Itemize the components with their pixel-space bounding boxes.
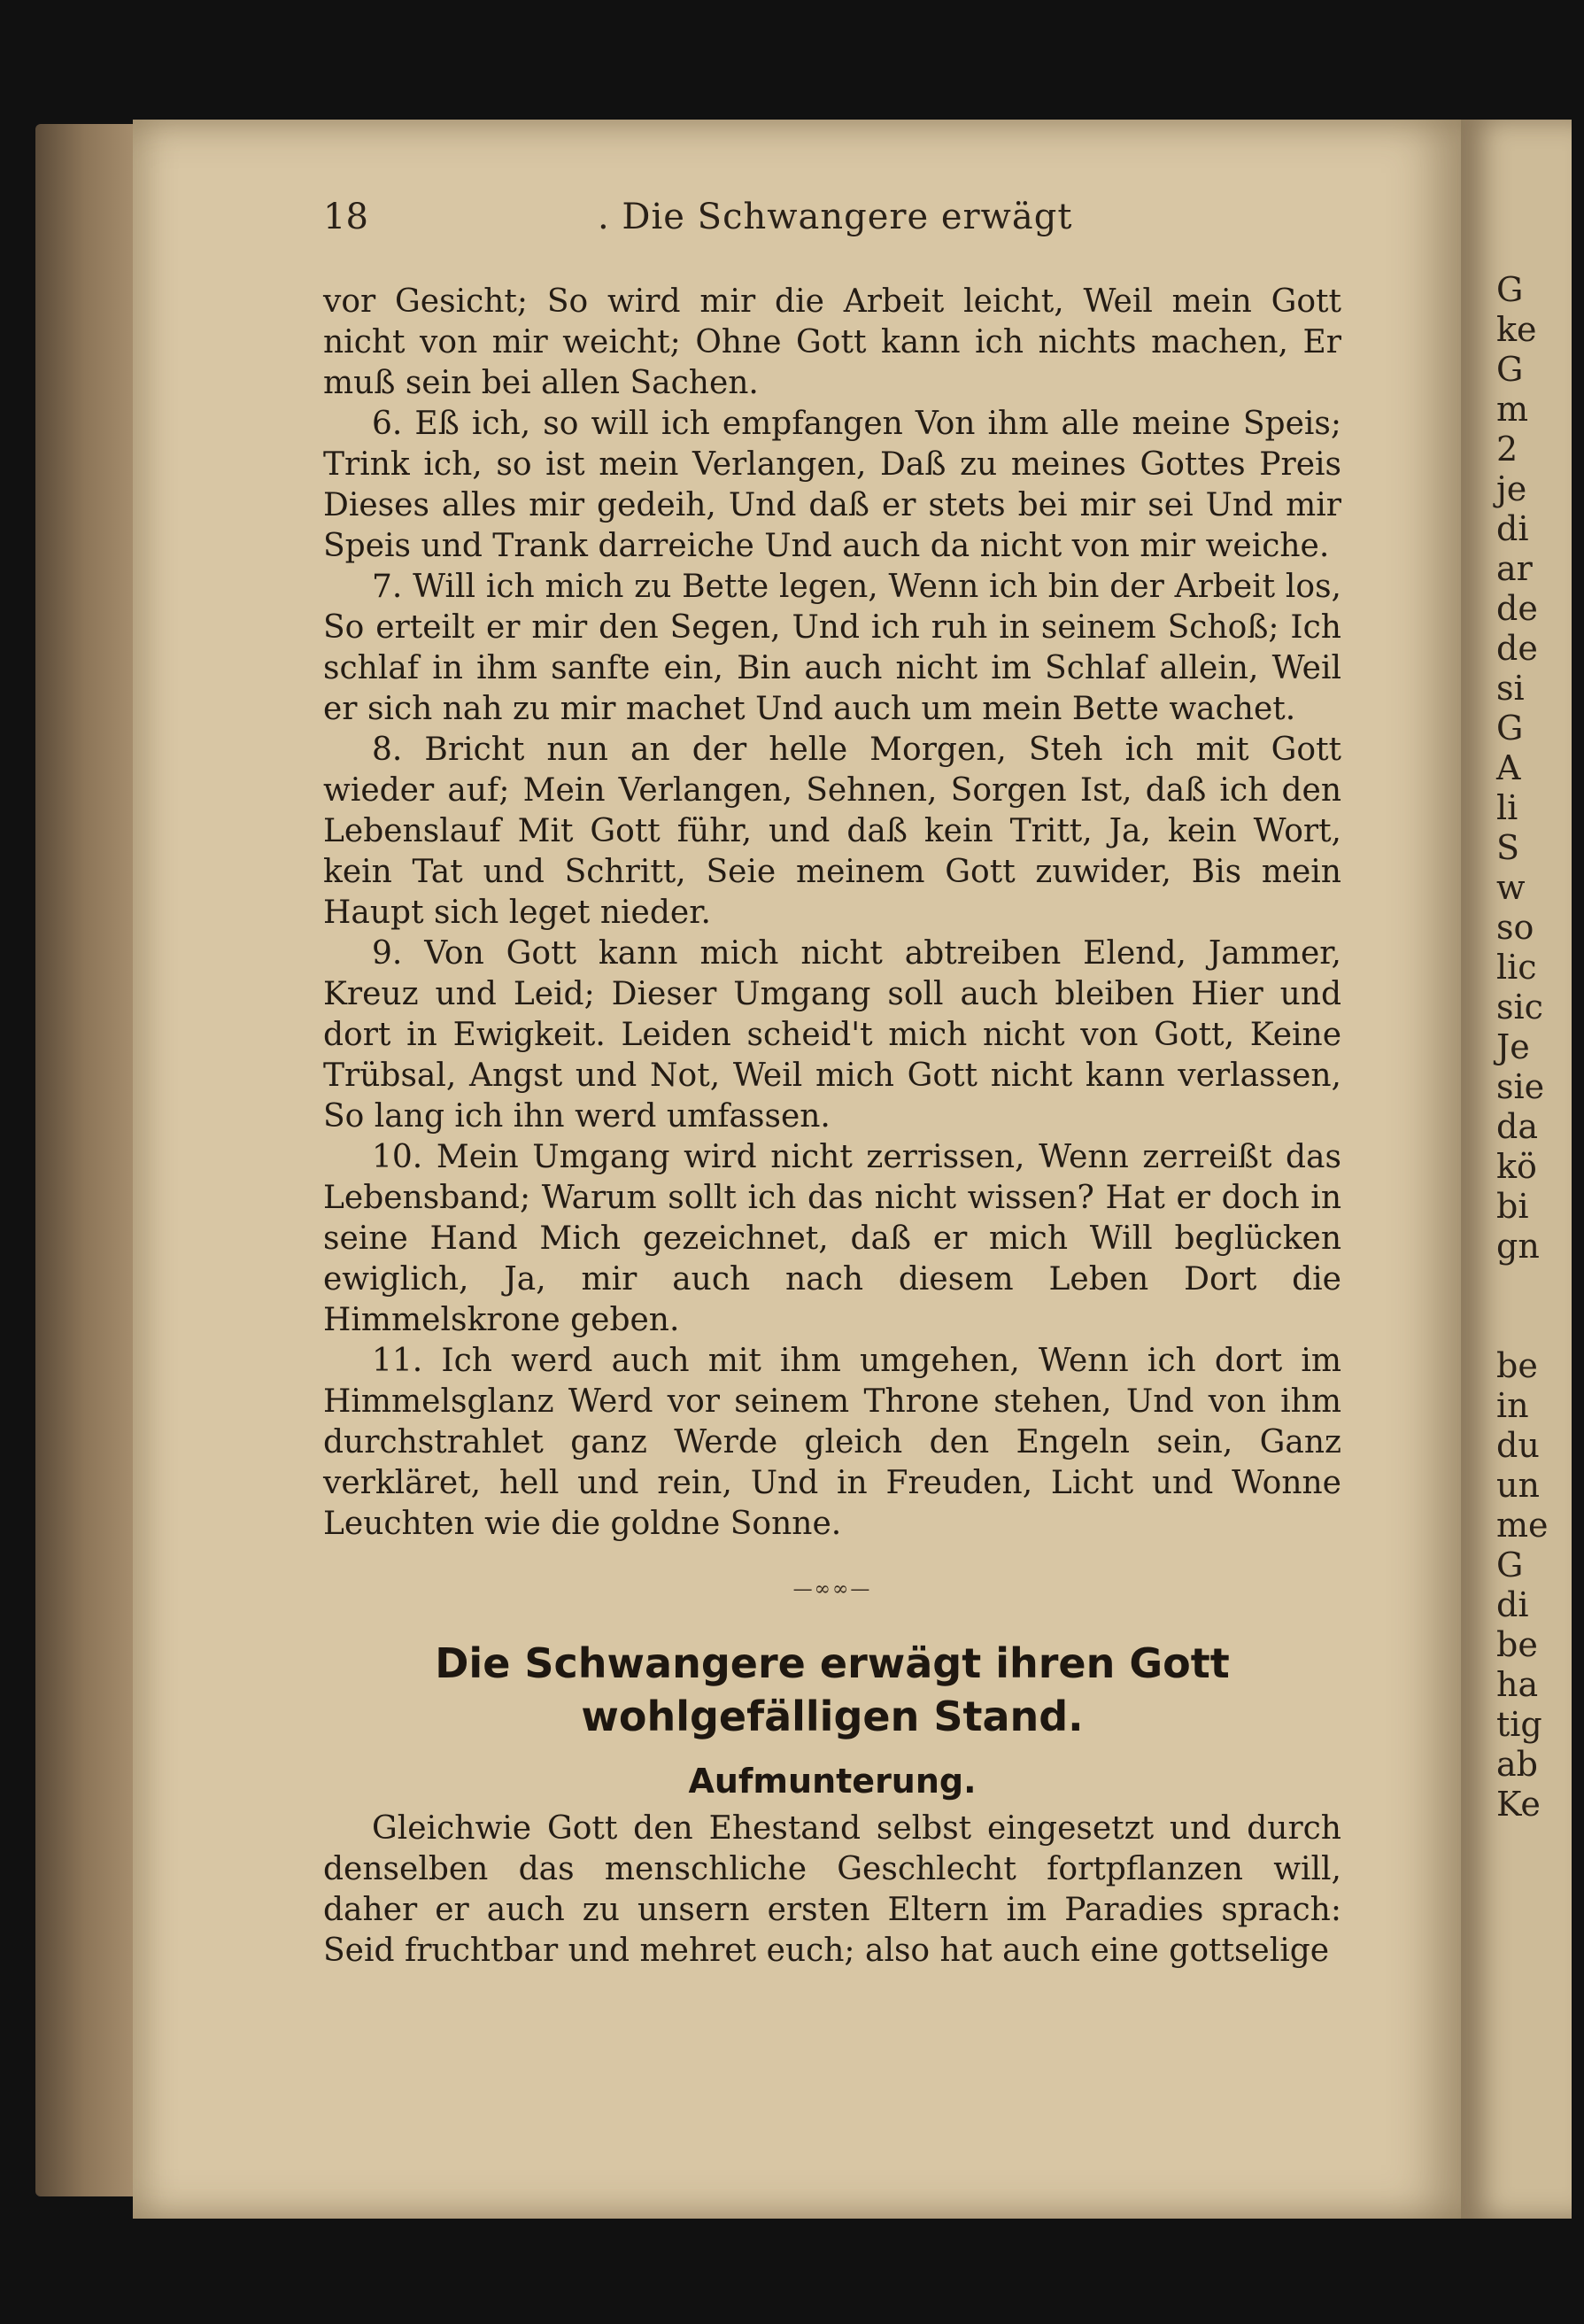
adjacent-page-fragment: w xyxy=(1496,868,1526,907)
adjacent-page-fragment: tig xyxy=(1496,1705,1542,1744)
adjacent-page-fragment: so xyxy=(1496,908,1534,947)
adjacent-page-fragment: de xyxy=(1496,589,1538,628)
adjacent-page-fragment: kö xyxy=(1496,1147,1537,1186)
adjacent-page-fragment: di xyxy=(1496,1585,1529,1624)
adjacent-page-fragment: Ke xyxy=(1496,1785,1541,1824)
adjacent-page-fragment: G xyxy=(1496,709,1524,748)
verse-continuation: vor Gesicht; So wird mir die Arbeit leicht, Weil mein Gott nicht von mir weicht; Ohne Gott kann ich nichts machen, Er muß sein bei allen Sachen. xyxy=(323,283,1341,401)
adjacent-page-fragment: ke xyxy=(1496,310,1537,349)
adjacent-page-fragment: lic xyxy=(1496,948,1537,987)
adjacent-page-fragment: je xyxy=(1496,469,1527,508)
adjacent-page-fragment: me xyxy=(1496,1506,1549,1545)
adjacent-page-fragment: Je xyxy=(1496,1027,1530,1066)
verse-8: 8. Bricht nun an der helle Morgen, Steh ich mit Gott wieder auf; Mein Verlangen, Sehnen, Sorgen Ist, daß ich den Lebenslauf Mit Gott führ, und daß kein Tritt, Ja, kein Wort, kein Tat und Schritt, Seie meinem Gott zuwider, Bis mein Haupt sich leget nieder. xyxy=(323,732,1341,931)
adjacent-page-fragment: be xyxy=(1496,1625,1538,1664)
verse-6: 6. Eß ich, so will ich empfangen Von ihm alle meine Speis; Trink ich, so ist mein Verlangen, Daß zu meines Gottes Preis Dieses alles mir gedeih, Und daß er stets bei mir sei Und mir Speis und Trank darreiche Und auch da nicht von mir weiche. xyxy=(323,406,1341,564)
adjacent-page-fragment: un xyxy=(1496,1466,1540,1505)
adjacent-page-fragment: de xyxy=(1496,629,1538,668)
verse-11: 11. Ich werd auch mit ihm umgehen, Wenn ich dort im Himmelsglanz Werd vor seinem Throne stehen, Und von ihm durchstrahlet ganz Werde gleich den Engeln sein, Ganz verkläret, hell und rein, Und in Freuden, Licht und Wonne Leuchten wie die goldne Sonne. xyxy=(323,1343,1341,1542)
adjacent-page-fragment: 2 xyxy=(1496,430,1518,469)
adjacent-page-fragment: G xyxy=(1496,270,1524,309)
ornament-divider: —∞∞— xyxy=(792,1578,872,1600)
section-subtitle: Aufmunterung. xyxy=(688,1762,977,1801)
page-body xyxy=(323,282,1341,1972)
adjacent-page-fragment: da xyxy=(1496,1107,1538,1146)
adjacent-page-fragment: gn xyxy=(1496,1227,1540,1266)
adjacent-page-fragment: ar xyxy=(1496,549,1533,588)
page-number: 18 xyxy=(323,197,368,237)
page-header xyxy=(323,197,1341,250)
adjacent-page-fragment: sie xyxy=(1496,1067,1545,1106)
adjacent-page-fragment: sic xyxy=(1496,988,1543,1026)
adjacent-page-fragment: be xyxy=(1496,1346,1538,1385)
adjacent-page-fragment: li xyxy=(1496,788,1518,827)
adjacent-page-fragment: m xyxy=(1496,390,1529,429)
section-title: Die Schwangere erwägt ihren Gott wohlgefälligen Stand. xyxy=(435,1639,1230,1740)
verse-9: 9. Von Gott kann mich nicht abtreiben Elend, Jammer, Kreuz und Leid; Dieser Umgang soll auch bleiben Hier und dort in Ewigkeit. Leiden scheid't mich nicht von Gott, Keine Trübsal, Angst und Not, Weil mich Gott nicht kann verlassen, So lang ich ihn werd umfassen. xyxy=(323,935,1341,1135)
adjacent-page-fragment: si xyxy=(1496,669,1525,708)
running-title: . Die Schwangere erwägt xyxy=(598,197,1073,237)
adjacent-page-fragment: ha xyxy=(1496,1665,1539,1704)
adjacent-page-fragment: bi xyxy=(1496,1187,1529,1226)
section-paragraph: Gleichwie Gott den Ehestand selbst eingesetzt und durch denselben das menschliche Geschlecht fortpflanzen will, daher er auch zu unsern ersten Eltern im Paradies sprach: Seid fruchtbar und mehret euch; also hat auch eine gottselige xyxy=(323,1810,1341,1969)
adjacent-page-fragment: in xyxy=(1496,1386,1529,1425)
adjacent-page-fragment: du xyxy=(1496,1426,1540,1465)
adjacent-page-fragment: di xyxy=(1496,509,1529,548)
adjacent-page-fragment: ab xyxy=(1496,1745,1538,1784)
adjacent-page-fragment: S xyxy=(1496,828,1520,867)
verse-7: 7. Will ich mich zu Bette legen, Wenn ich bin der Arbeit los, So erteilt er mir den Segen, Und ich ruh in seinem Schoß; Ich schlaf in ihm sanfte ein, Bin auch nicht im Schlaf allein, Weil er sich nah zu mir machet Und auch um mein Bette wachet. xyxy=(323,569,1341,727)
adjacent-page-fragment: G xyxy=(1496,1545,1524,1584)
adjacent-page-fragment: G xyxy=(1496,350,1524,389)
verse-10: 10. Mein Umgang wird nicht zerrissen, Wenn zerreißt das Lebensband; Warum sollt ich das nicht wissen? Hat er doch in seine Hand Mich gezeichnet, daß er mich Will beglücken ewiglich, Ja, mir auch nach diesem Leben Dort die Himmelskrone geben. xyxy=(323,1139,1341,1338)
adjacent-page-fragment: A xyxy=(1496,748,1521,787)
adjacent-page-sliver xyxy=(1461,120,1572,2219)
